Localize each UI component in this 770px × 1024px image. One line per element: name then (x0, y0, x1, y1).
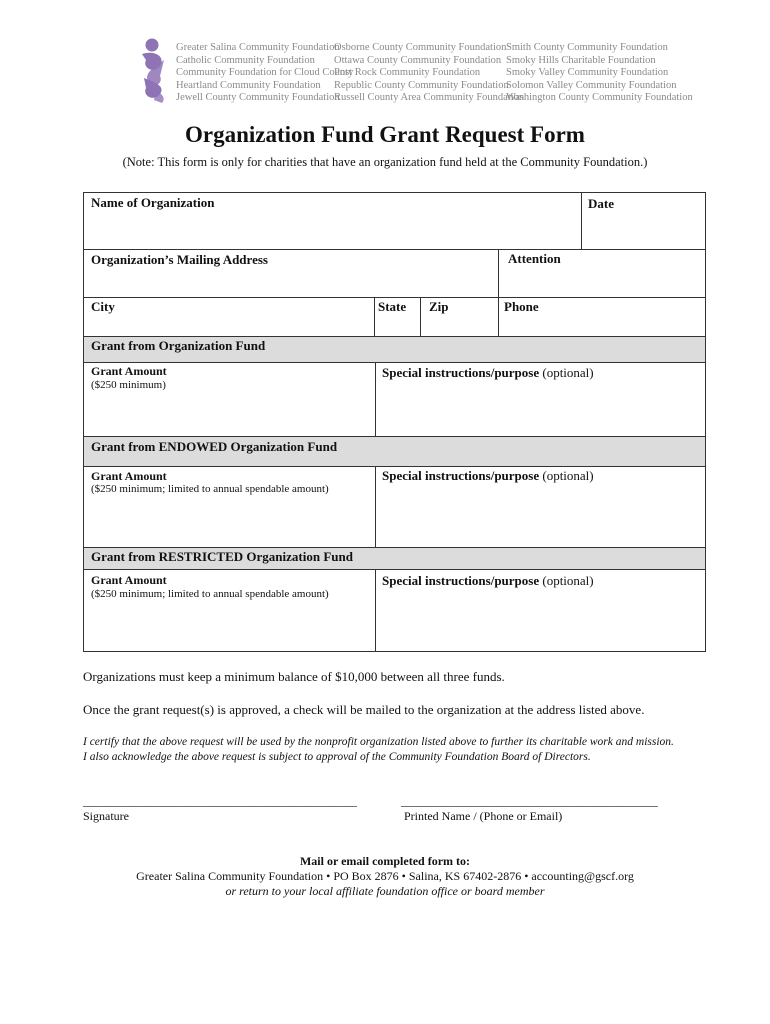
mail-heading: Mail or email completed form to: (299, 854, 471, 868)
special-instructions-label: Special instructions/purpose (optional) (382, 573, 594, 588)
grant-amount-label: Grant Amount (91, 364, 167, 378)
foundation-name: Washington County Community Foundation (506, 92, 693, 104)
certification-line-1: I certify that the above request will be used by the nonprofit organization listed above to further its charitable work and mission. (83, 736, 674, 748)
foundation-name: Solomon Valley Community Foundation (506, 79, 677, 91)
row-divider (84, 547, 705, 548)
date-label: Date (588, 196, 614, 211)
row-divider (84, 436, 705, 437)
organization-name-label: Name of Organization (91, 195, 215, 210)
foundation-name: Heartland Community Foundation (176, 79, 321, 91)
foundation-name: Greater Salina Community Foundation (176, 42, 340, 53)
certification-line-2: I also acknowledge the above request is subject to approval of the Community Foundation Board of Directors. (83, 751, 591, 763)
foundation-name: Republic County Community Foundation (334, 79, 509, 91)
zip-label: Zip (429, 299, 449, 314)
printed-name-label: Printed Name / (Phone or Email) (404, 809, 563, 823)
foundation-list-col3 (506, 42, 693, 105)
signature-label: Signature (83, 809, 129, 823)
foundation-name: Russell County Area Community Foundation (334, 92, 525, 104)
attention-label: Attention (508, 251, 561, 266)
grant-amount-note: ($250 minimum; limited to annual spendable amount) (91, 483, 329, 495)
foundation-name: Osborne County Community Foundation (334, 42, 507, 53)
section-heading: Grant from ENDOWED Organization Fund (91, 439, 338, 454)
return-note: or return to your local affiliate foundation office or board member (225, 884, 545, 898)
foundation-list-col2 (334, 42, 524, 105)
city-label: City (91, 299, 115, 314)
section-heading: Grant from RESTRICTED Organization Fund (91, 549, 353, 564)
special-instructions-label: Special instructions/purpose (optional) (382, 468, 594, 483)
foundation-name: Community Foundation for Cloud County (176, 67, 354, 79)
foundation-name: Smoky Valley Community Foundation (506, 67, 669, 79)
check-mailed-text: Once the grant request(s) is approved, a check will be mailed to the organization at the address listed above. (83, 702, 645, 717)
foundation-name: Post Rock Community Foundation (334, 67, 481, 79)
special-instructions-label: Special instructions/purpose (optional) (382, 365, 594, 380)
row-divider (84, 336, 705, 337)
signature-line[interactable]: ________________________________________________ (83, 794, 357, 808)
printed-name-line[interactable]: _____________________________________________ (401, 794, 658, 808)
page-title: Organization Fund Grant Request Form (185, 122, 585, 147)
form-note: (Note: This form is only for charities that have an organization fund held at the Community Foundation.) (122, 155, 648, 169)
foundation-list-col1 (176, 42, 353, 105)
foundation-logo-icon (136, 38, 170, 104)
grant-amount-note: ($250 minimum; limited to annual spendable amount) (91, 588, 329, 600)
phone-label: Phone (504, 299, 539, 314)
section-heading: Grant from Organization Fund (91, 338, 266, 353)
foundation-name: Jewell County Community Foundation (176, 92, 340, 104)
mailing-address-label: Organization’s Mailing Address (91, 252, 268, 267)
foundation-name: Smith County Community Foundation (506, 42, 668, 53)
foundation-name: Smoky Hills Charitable Foundation (506, 54, 656, 66)
city-field[interactable] (84, 297, 374, 336)
grant-amount-label: Grant Amount (91, 573, 167, 587)
grant-amount-note: ($250 minimum) (91, 379, 166, 391)
grant-request-form (83, 192, 706, 652)
foundation-name: Ottawa County Community Foundation (334, 54, 502, 66)
mail-address: Greater Salina Community Foundation • PO Box 2876 • Salina, KS 67402-2876 • accounting@gscf.org (136, 869, 634, 883)
state-label: State (378, 299, 407, 314)
grant-amount-label: Grant Amount (91, 469, 167, 483)
minimum-balance-text: Organizations must keep a minimum balance of $10,000 between all three funds. (83, 669, 505, 684)
foundation-name: Catholic Community Foundation (176, 54, 315, 66)
